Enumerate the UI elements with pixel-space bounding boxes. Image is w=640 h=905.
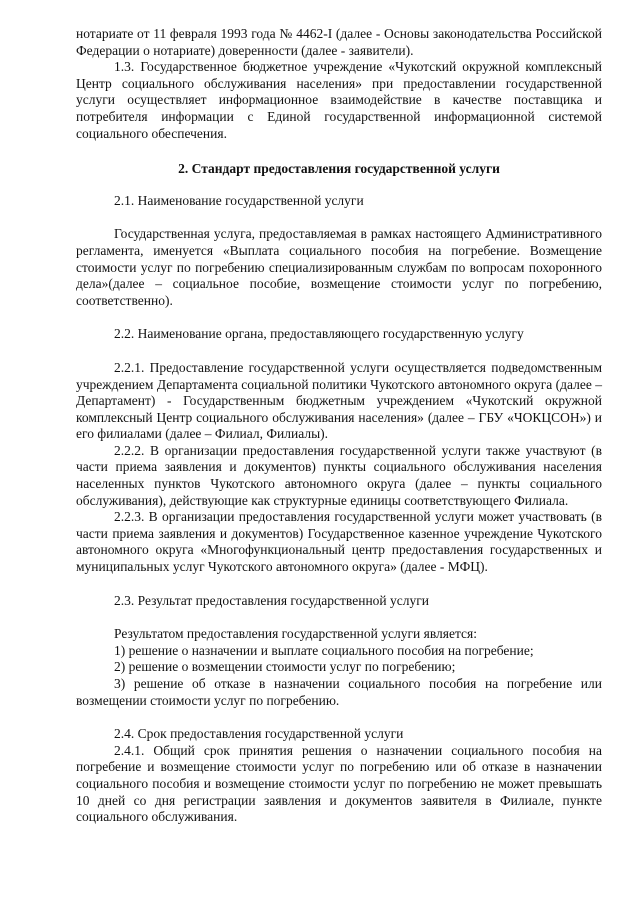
paragraph-2-1: Государственная услуга, предоставляемая в рамках настоящего Административного регламента, именуется «Выплата социального пособия на погребение. Возмещение стоимости услуг по погребению специализированным службам по вопросам похоронного дела»(далее – социальное пособие, возмещение стоимости услуг по погребению, соответственно).: [76, 226, 602, 308]
subheading-2-1: 2.1. Наименование государственной услуги: [114, 192, 364, 208]
list-item-2-3-2: 2) решение о возмещении стоимости услуг по погребению;: [114, 659, 456, 675]
subheading-2-4: 2.4. Срок предоставления государственной услуги: [114, 726, 404, 742]
paragraph-intro: нотариате от 11 февраля 1993 года № 4462-I (далее - Основы законодательства Российской Федерации о нотариате) доверенности (далее - заявители).: [76, 26, 602, 58]
subheading-2-2: 2.2. Наименование органа, предоставляющего государственную услугу: [114, 326, 524, 342]
list-item-2-3-3: 3) решение об отказе в назначении социального пособия на погребение или возмещении стоимости услуг по погребению.: [76, 676, 602, 708]
subheading-2-3: 2.3. Результат предоставления государственной услуги: [114, 592, 430, 608]
paragraph-2-2-3: 2.2.3. В организации предоставления государственной услуги может участвовать (в части приема заявления и документов) Государственное казенное учреждение Чукотского автономного округа «Многофункциональный центр предоставления государственных и муниципальных услуг Чукотского автономного округа» (далее - МФЦ).: [76, 509, 602, 575]
paragraph-2-3-intro: Результатом предоставления государственной услуги является:: [114, 626, 477, 642]
paragraph-2-4-1: 2.4.1. Общий срок принятия решения о назначении социального пособия на погребение и возмещение стоимости услуг по погребению или об отказе в назначении социального пособия и возмещение стоимости услуг по погребению не может превышать 10 дней со дня регистрации заявления и документов заявителя в Филиале, пункте социального обслуживания.: [76, 742, 602, 825]
paragraph-1-3: 1.3. Государственное бюджетное учреждение «Чукотский окружной комплексный Центр социального обслуживания населения» при предоставлении государственной услуги осуществляет информационное взаимодействие в качестве поставщика и потребителя информации с Единой государственной информационной системой социального обеспечения.: [76, 59, 602, 141]
paragraph-2-2-1: 2.2.1. Предоставление государственной услуги осуществляется подведомственным учреждением Департамента социальной политики Чукотского автономного округа (далее – Департамент) - Государственным бюджетным учреждением «Чукотский окружной комплексный Центр социального обслуживания населения» (далее – ГБУ «ЧОКЦСОН») и его филиалами (далее – Филиал, Филиалы).: [76, 359, 602, 442]
paragraph-2-2-2: 2.2.2. В организации предоставления государственной услуги также участвуют (в части приема заявления и документов) пункты социального обслуживания населения населенных пунктов Чукотского автономного округа (далее – пункты социального обслуживания), действующие как структурные единицы соответствующего Филиала.: [76, 442, 602, 508]
list-item-2-3-1: 1) решение о назначении и выплате социального пособия на погребение;: [114, 642, 534, 658]
section-heading-2: 2. Стандарт предоставления государственной услуги: [178, 161, 500, 177]
